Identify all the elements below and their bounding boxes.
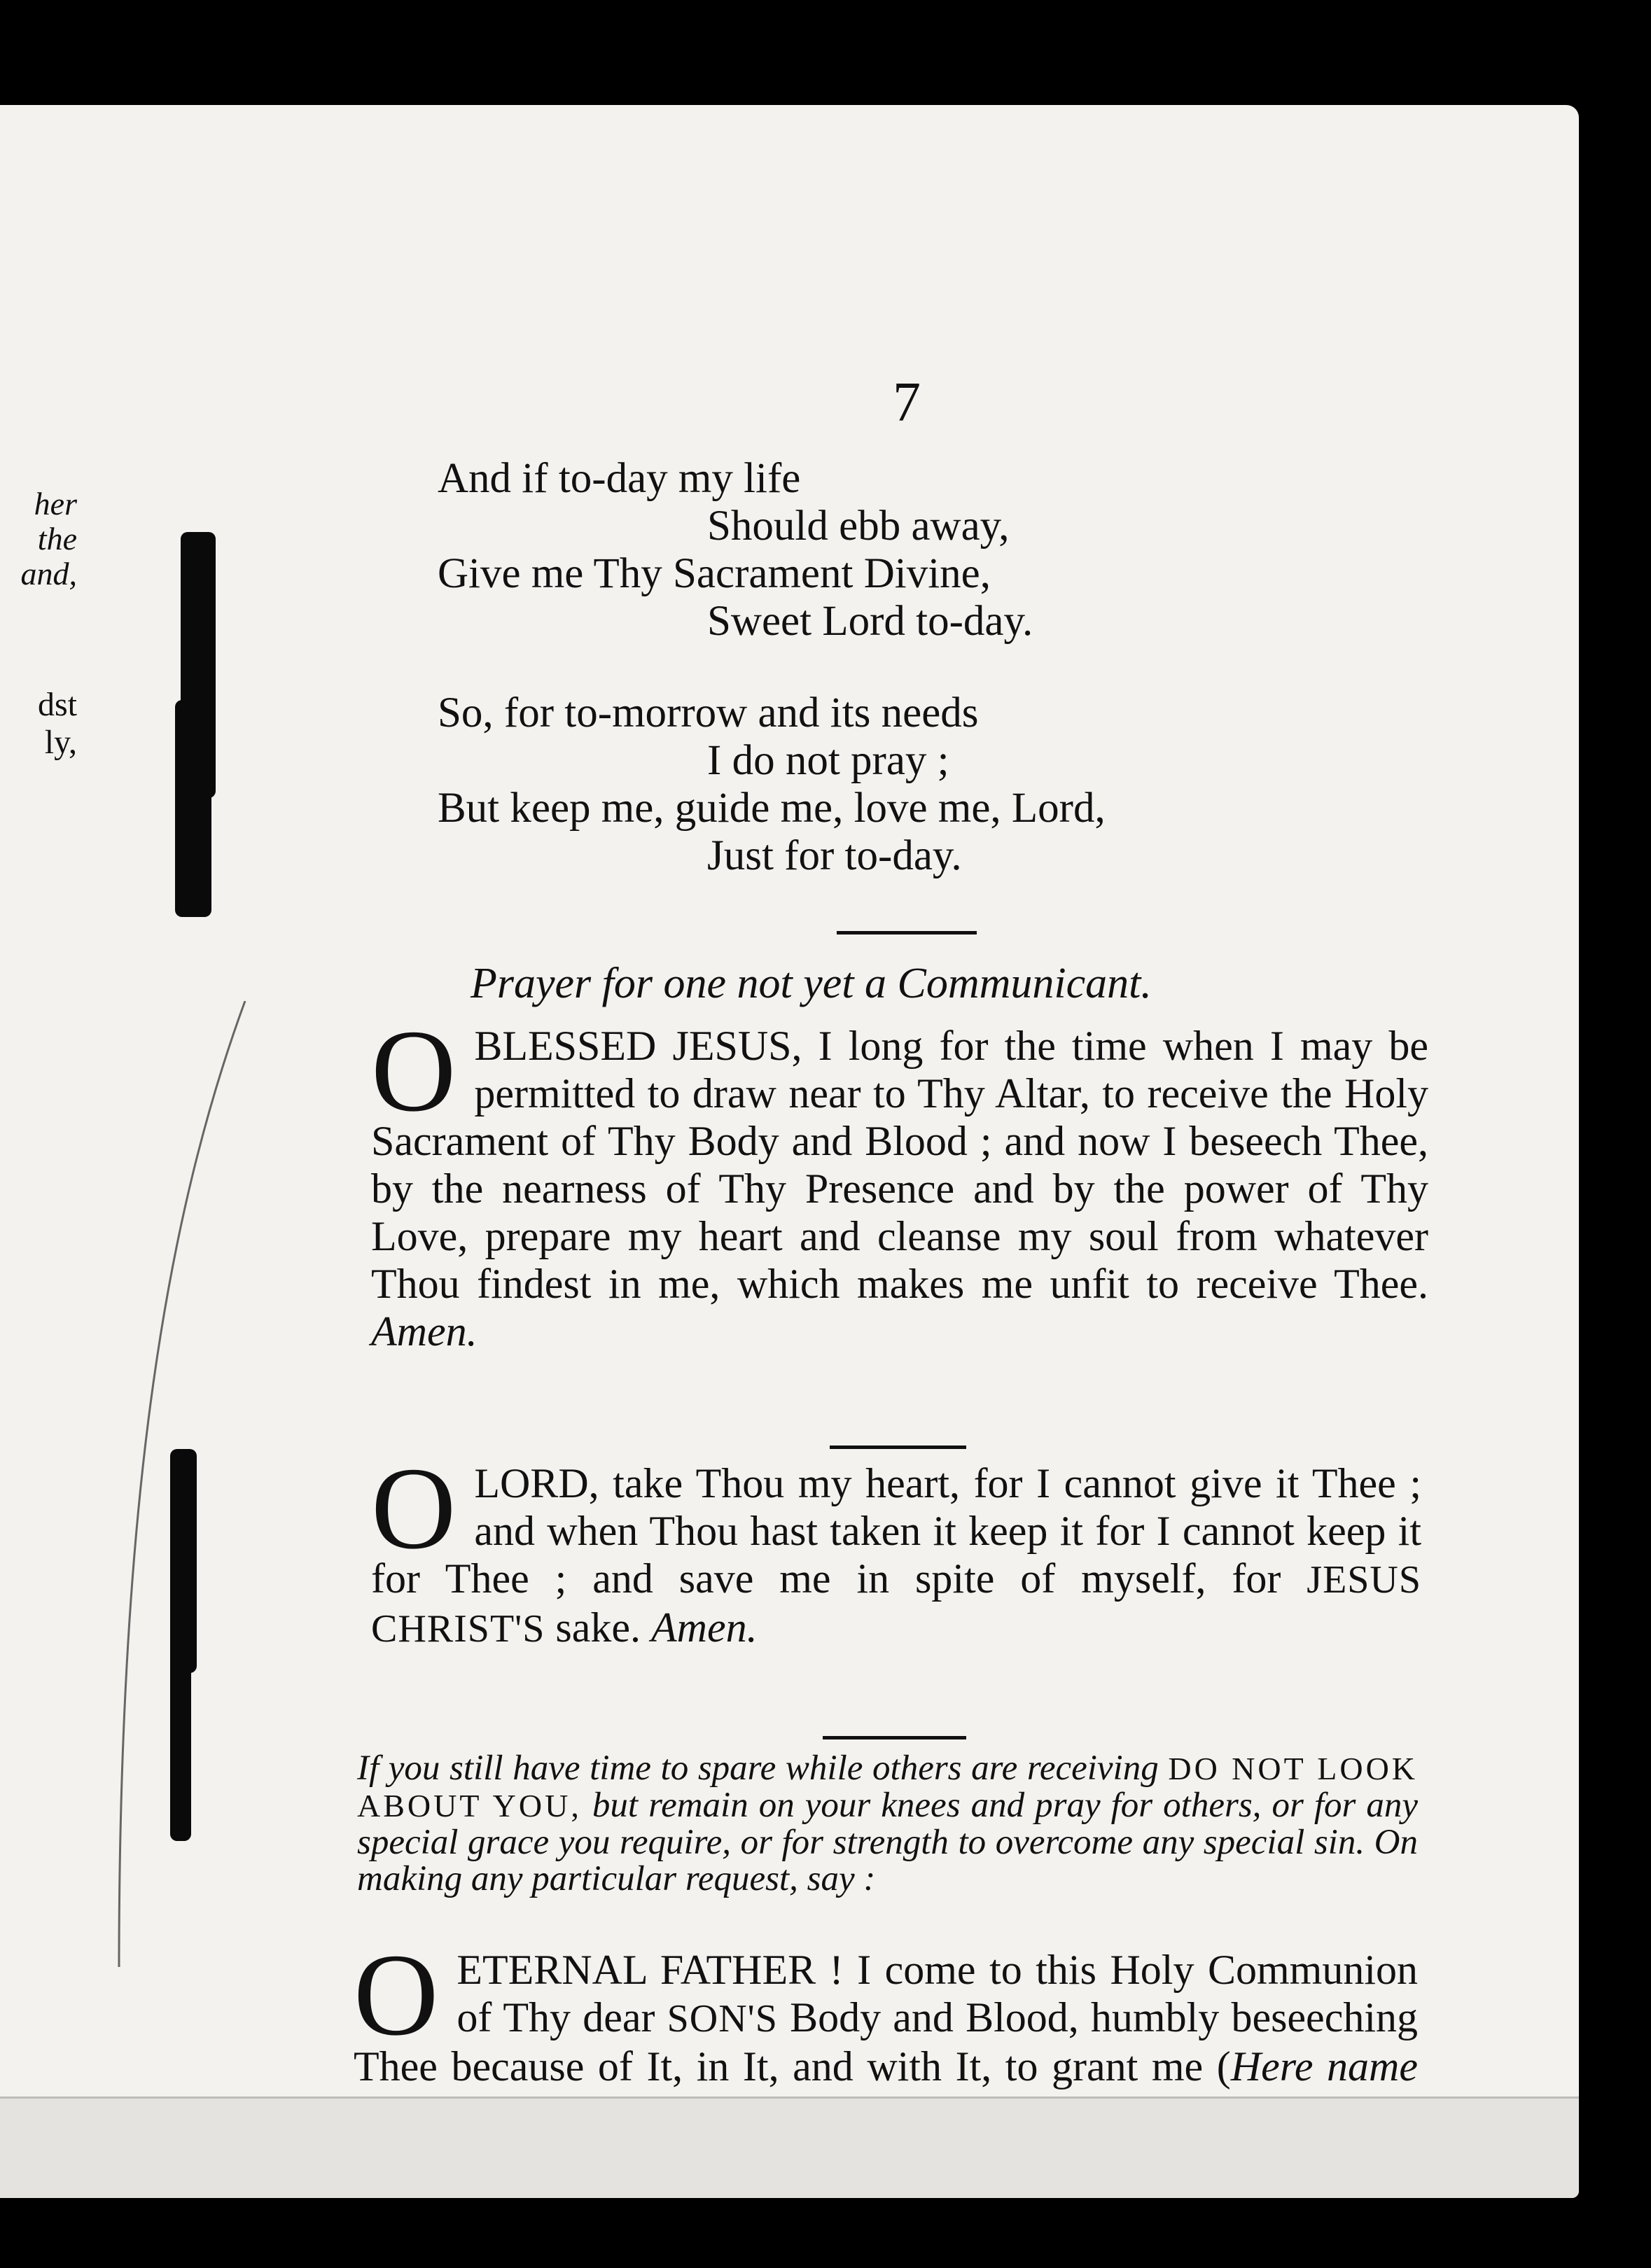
fragment-line: and, — [20, 556, 77, 592]
drop-cap: O — [354, 1930, 439, 2060]
prayer-italic-end: Here name — [1230, 2043, 1418, 2090]
verse-stanza-2 — [438, 690, 1106, 880]
facing-page-fragment-upper — [0, 486, 77, 592]
book-page — [0, 105, 1579, 2198]
section-rule — [837, 931, 977, 934]
verse-line: Give me Thy Sacrament Divine, — [438, 550, 991, 597]
prayer-amen: Amen. — [371, 1308, 478, 1354]
fragment-line: ly, — [44, 724, 77, 761]
verse-stanza-1 — [438, 455, 1033, 645]
prayer-heading: Prayer for one not yet a Communicant. — [471, 960, 1152, 1007]
prayer-text: ETERNAL FATHER ! I come to this Holy Communion of Thy dear — [457, 1947, 1418, 2040]
verse-line: So, for to-morrow and its needs — [438, 690, 979, 736]
verse-line: Should ebb away, — [707, 503, 1010, 550]
prayer-communicant — [371, 1006, 1428, 1355]
rubric-text: If you still have time to spare while others are receiving — [357, 1749, 1159, 1788]
prayer-text: LORD, take Thou my heart, for I cannot give it Thee ; and when Thou hast taken it keep it for I cannot keep it for Thee ; and save me in spite of myself, for — [371, 1460, 1421, 1602]
page-edge-curve — [105, 1001, 259, 1967]
verse-line: I do not pray ; — [707, 737, 949, 784]
prayer-text: Body and Blood, humbly beseeching Thee because of It, in It, and with It, to grant me ( — [354, 1994, 1418, 2090]
holy-name: JESUS CHRIST'S — [371, 1558, 1422, 1651]
fragment-line: the — [37, 521, 77, 556]
prayer-lord-take-heart — [371, 1443, 1422, 1653]
facing-page-fragment-lower — [0, 686, 77, 762]
prayer-amen: Amen. — [651, 1604, 758, 1651]
section-rule — [830, 1446, 966, 1449]
holy-name: SON'S — [667, 1997, 778, 2040]
page-bottom-margin — [0, 2096, 1579, 2198]
prayer-text: sake. — [555, 1604, 641, 1651]
fragment-line: dst — [37, 686, 77, 723]
drop-cap: O — [371, 1443, 457, 1574]
verse-line: Just for to-day. — [707, 832, 962, 879]
page-number: 7 — [893, 372, 921, 433]
rubric-caps: DO NOT LOOK ABOUT YOU, — [357, 1751, 1419, 1823]
section-rule — [823, 1736, 966, 1740]
drop-cap: O — [371, 1006, 457, 1136]
rubric-instruction — [357, 1750, 1418, 1897]
rubric-text: but remain on your knees and pray for others, or for any special grace you require, or for strength to overcome any special sin. On making any particular request, say : — [357, 1786, 1419, 1898]
verse-line: Sweet Lord to-day. — [707, 598, 1033, 645]
verse-line: And if to-day my life — [438, 455, 801, 502]
ink-blot — [175, 700, 211, 917]
prayer-text: BLESSED JESUS, I long for the time when I may be permitted to draw near to Thy Altar, to receive the Holy Sacrament of Thy Body and Blood ; and now I beseech Thee, by the nearness of Thy Presence and by the power of Thy Love, prepare my heart and cleanse my soul from whatever Thou findest in me, which makes me unfit to receive Thee. — [371, 1023, 1428, 1307]
fragment-line: her — [34, 486, 77, 522]
verse-line: But keep me, guide me, love me, Lord, — [438, 785, 1106, 832]
